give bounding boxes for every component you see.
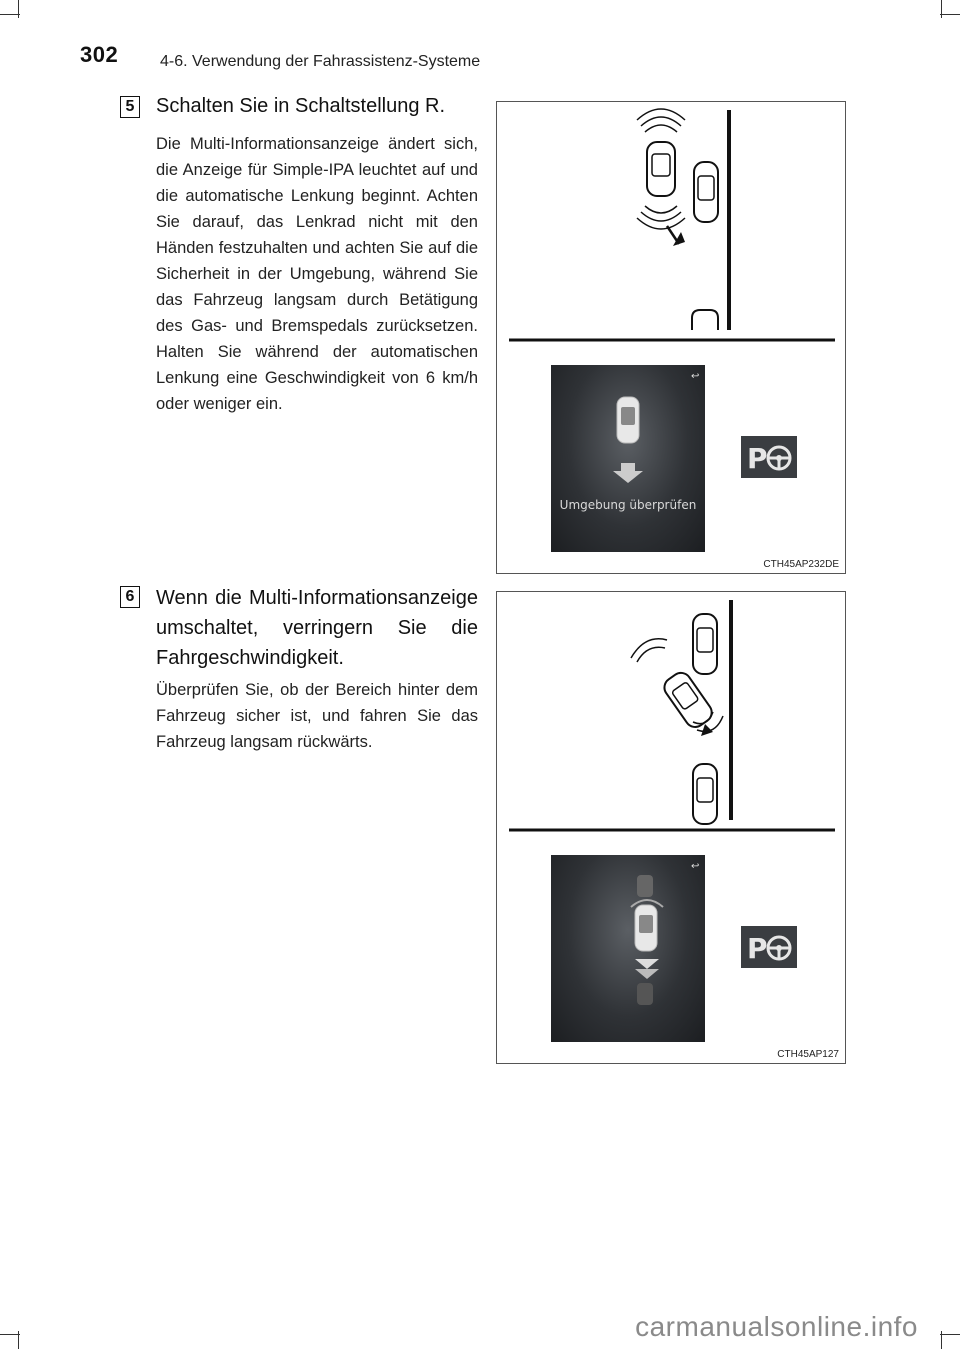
screen-message: Umgebung überprüfen: [559, 498, 697, 512]
step-title: Wenn die Multi-Informationsanzeige umschaltet, verringern Sie die Fahrgeschwindigkeit.: [156, 587, 478, 669]
crop-mark: [940, 1334, 960, 1335]
parking-diagram: [497, 102, 845, 342]
crop-mark: [940, 14, 960, 15]
figure-step-6: [496, 591, 846, 1064]
crop-mark: [941, 0, 942, 18]
page-number: 302: [80, 42, 119, 67]
figure-step-5: [496, 101, 846, 574]
step-title: Schalten Sie in Schaltstellung R.: [156, 95, 446, 117]
arrow-down-icon: [635, 959, 659, 979]
step-body: Überprüfen Sie, ob der Bereich hinter dem Fahrzeug sicher ist, und fahren Sie das Fahrzeug langsam rückwärts.: [156, 681, 478, 751]
watermark: carmanualsonline.info: [635, 1311, 918, 1342]
car-top-view-icon: [617, 397, 639, 443]
parking-assist-indicator-icon: [741, 436, 797, 478]
parked-car-icon: [694, 162, 718, 222]
crop-mark: [0, 14, 20, 15]
svg-text:P: P: [747, 932, 768, 965]
arrow-down-icon: [613, 463, 643, 483]
step-body: Die Multi-Informationsanzeige ändert sich, die Anzeige für Simple-IPA leuchtet auf und die automatische Lenkung beginnt. Achten Sie darauf, das Lenkrad nicht mit den Händen festzuhalten und achten Sie auf die Sicherheit in der Umgebung, während Sie das Fahrzeug langsam durch Betätigung des Gas- und Bremspedals zurücksetzen. Halten Sie während der automatischen Lenkung eine Geschwindigkeit von 6 km/h oder weniger ein.: [156, 135, 478, 413]
crop-mark: [18, 0, 19, 18]
svg-text:P: P: [747, 442, 768, 475]
multi-information-display: [551, 365, 705, 552]
step-number: 5: [120, 96, 140, 118]
parking-assist-indicator-icon: [741, 926, 797, 968]
crop-mark: [18, 1331, 19, 1349]
return-icon: ↩: [691, 861, 700, 872]
return-icon: ↩: [691, 371, 700, 382]
reversing-car-icon: [647, 142, 675, 196]
parked-car-icon: [693, 614, 717, 674]
step-number: 6: [120, 586, 140, 608]
parked-car-icon: [692, 310, 718, 330]
figure-code: CTH45AP232DE: [763, 559, 839, 570]
section-title: 4-6. Verwendung der Fahrassistenz-Systeme: [160, 53, 481, 70]
multi-information-display: [551, 855, 705, 1042]
parking-diagram: [497, 592, 845, 832]
crop-mark: [941, 1331, 942, 1349]
figure-code: CTH45AP127: [777, 1049, 839, 1060]
parked-car-icon: [693, 764, 717, 824]
crop-mark: [0, 1334, 20, 1335]
car-top-view-icon: [635, 905, 657, 951]
